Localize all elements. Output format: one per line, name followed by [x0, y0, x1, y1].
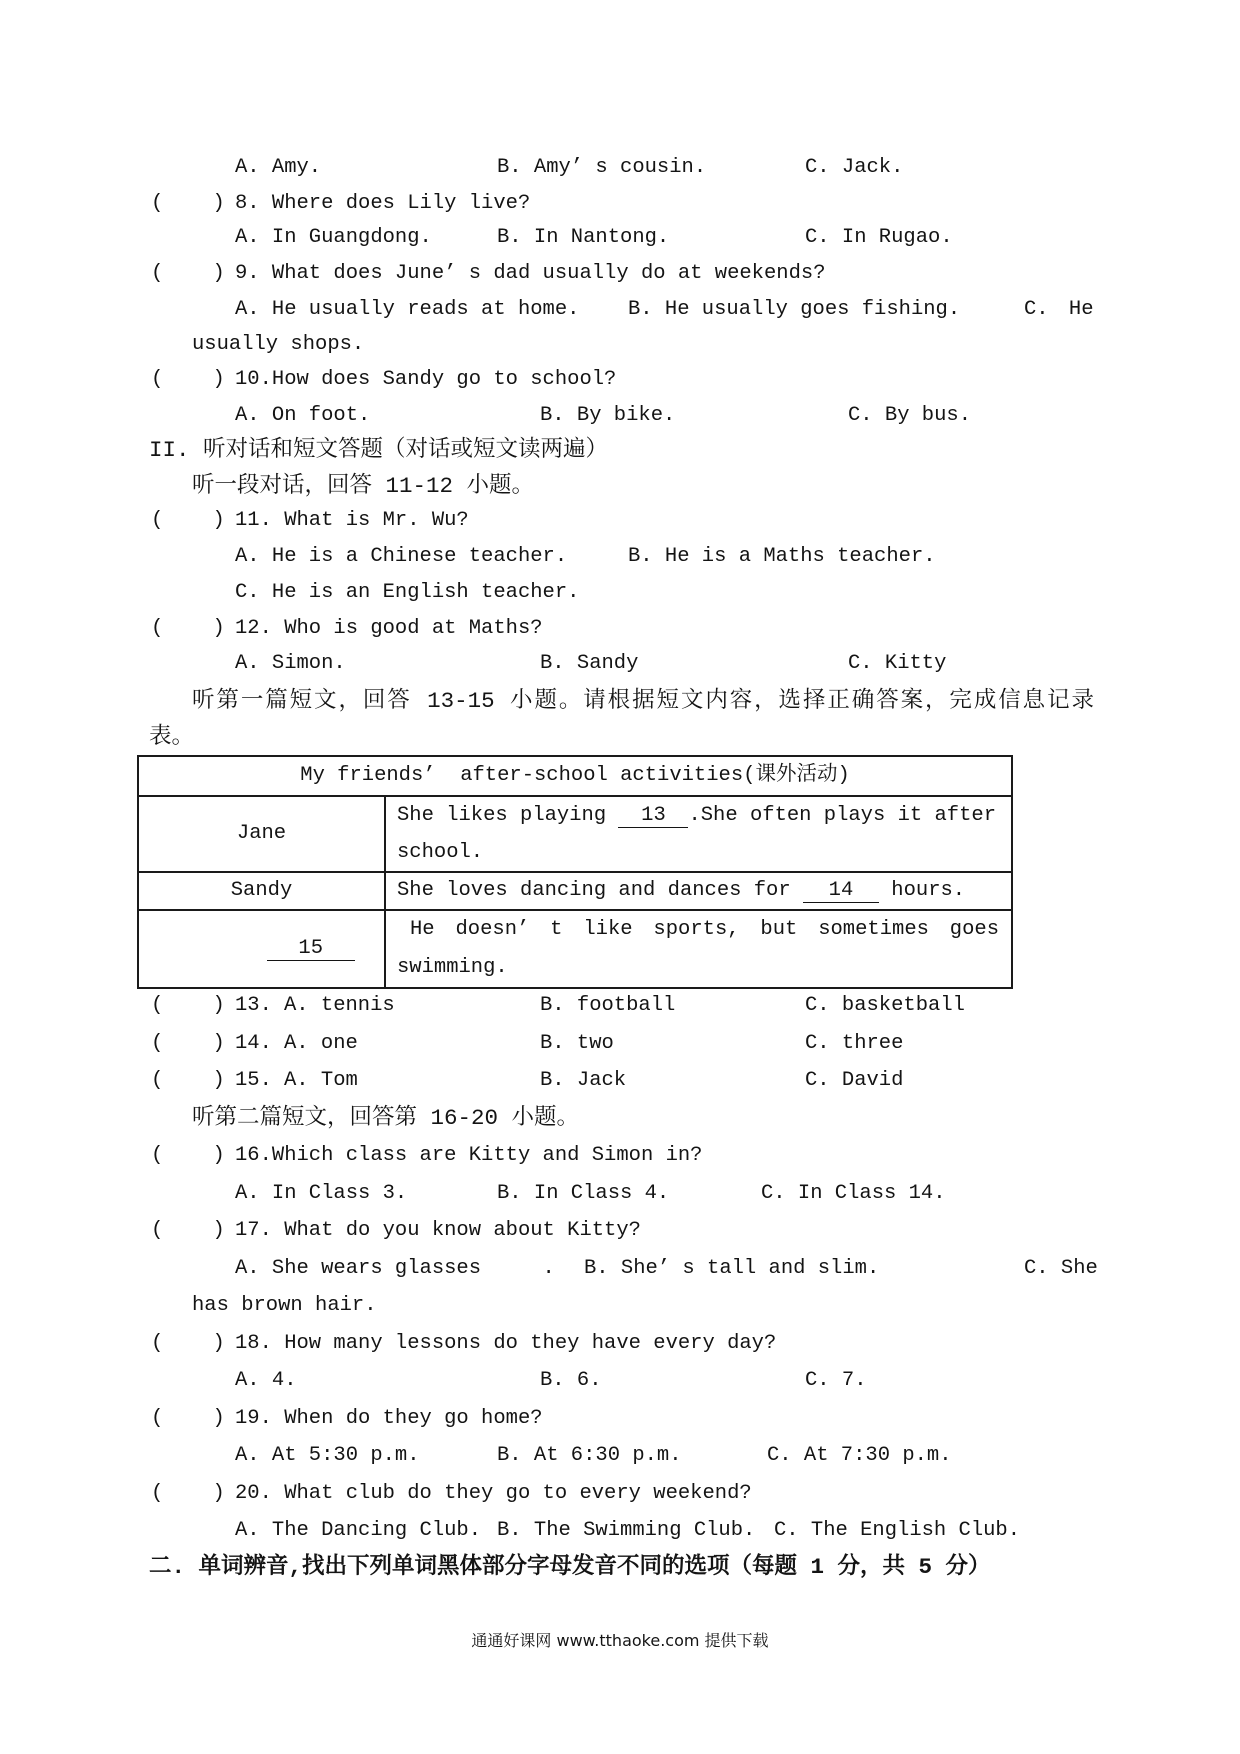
q8-option-c: C. In Rugao.: [805, 226, 953, 249]
q19-options-row: [0, 1444, 1240, 1468]
q16-option-c: C. In Class 14.: [761, 1182, 946, 1205]
q12-options-row: [0, 652, 1240, 676]
q11-stem: 11. What is Mr. Wu?: [235, 509, 469, 532]
page-footer: 通通好课网 www.tthaoke.com 提供下载: [471, 1631, 769, 1650]
answer-blank-14: 14: [803, 880, 879, 903]
q7-option-a: A. Amy.: [235, 156, 322, 179]
q12-option-b: B. Sandy: [540, 652, 639, 675]
answer-bracket: ( ): [151, 1032, 225, 1055]
passage1-instruction-line2: 表。: [149, 724, 195, 750]
answer-bracket: ( ): [151, 994, 225, 1017]
activity-cell-jane: [385, 796, 1012, 872]
q18-option-a: A. 4.: [235, 1369, 297, 1392]
activity-line: [397, 797, 999, 834]
q12-stem: 12. Who is good at Maths?: [235, 617, 543, 640]
q7-option-c: C. Jack.: [805, 156, 904, 179]
answer-bracket: ( ): [151, 617, 225, 640]
answer-bracket: ( ): [151, 1407, 225, 1430]
q12-option-c: C. Kitty: [848, 652, 947, 675]
table-row: [138, 910, 1012, 988]
q11-options-row-2: [0, 581, 1240, 605]
q15-option-b: B. Jack: [540, 1069, 627, 1092]
q10-option-c: C. By bus.: [848, 404, 972, 427]
q18-stem: 18. How many lessons do they have every day?: [235, 1332, 777, 1355]
q10-option-b: B. By bike.: [540, 404, 676, 427]
q18-stem-row: [0, 1332, 1240, 1356]
activity-text: She loves dancing and dances for: [397, 879, 791, 902]
table-row: [138, 796, 1012, 872]
q19-stem: 19. When do they go home?: [235, 1407, 543, 1430]
q19-stem-row: [0, 1407, 1240, 1431]
answer-bracket: ( ): [151, 192, 225, 215]
q8-stem-row: [0, 192, 1240, 216]
passage2-instruction: 听第二篇短文，回答第 16-20 小题。: [192, 1105, 580, 1131]
q13-option-c: C. basketball: [805, 994, 965, 1017]
answer-blank-15: 15: [267, 938, 355, 961]
q9-stem: 9. What does June’ s dad usually do at weekends?: [235, 262, 826, 285]
q15-row: [0, 1069, 1240, 1093]
activities-table: [137, 755, 1013, 989]
activity-line: He doesn’ t like sports, but sometimes goes: [410, 918, 1000, 941]
q17-option-c: C. She: [1024, 1257, 1098, 1280]
activity-text: hours.: [891, 879, 966, 902]
dialogue-instruction: 听一段对话，回答 11-12 小题。: [192, 473, 535, 499]
q14-option-a: A. one: [284, 1032, 358, 1055]
q18-option-c: C. 7.: [805, 1369, 867, 1392]
q14-option-b: B. two: [540, 1032, 614, 1055]
q14-row: [0, 1032, 1240, 1056]
answer-bracket: ( ): [151, 1144, 225, 1167]
q16-options-row: [0, 1182, 1240, 1206]
q9-options-row: [0, 298, 1240, 322]
q19-option-c: C. At 7:30 p.m.: [767, 1444, 952, 1467]
q9-option-b: B. He usually goes fishing.: [628, 298, 961, 321]
q13-option-b: B. football: [540, 994, 676, 1017]
passage1-instruction-line1: 听第一篇短文，回答 13-15 小题。请根据短文内容，选择正确答案，完成信息记录: [192, 688, 1094, 714]
q11-options-row: [0, 545, 1240, 569]
table-title: My friends’ after-school activities(课外活动): [138, 756, 1012, 796]
q18-option-b: B. 6.: [540, 1369, 602, 1392]
friend-name-sandy: Sandy: [138, 872, 385, 910]
q9-option-continuation-row: [0, 333, 1240, 357]
q14-number: 14.: [235, 1032, 272, 1055]
q15-number: 15.: [235, 1069, 272, 1092]
part2-title: II. 听对话和短文答题（对话或短文读两遍）: [149, 437, 609, 463]
q16-option-b: B. In Class 4.: [497, 1182, 670, 1205]
answer-bracket: ( ): [151, 509, 225, 532]
answer-bracket: ( ): [151, 368, 225, 391]
q9-stem-row: [0, 262, 1240, 286]
q11-option-b: B. He is a Maths teacher.: [628, 545, 936, 568]
q13-row: [0, 994, 1240, 1018]
q10-stem-row: [0, 368, 1240, 392]
q13-number: 13.: [235, 994, 272, 1017]
passage1-instruction-row-2: [0, 725, 1240, 749]
q20-stem-row: [0, 1482, 1240, 1506]
q20-options-row: [0, 1519, 1240, 1543]
activity-line: swimming.: [397, 956, 508, 979]
answer-bracket: ( ): [151, 1219, 225, 1242]
q15-option-a: A. Tom: [284, 1069, 358, 1092]
pronunciation-section-title: 二. 单词辨音,找出下列单词黑体部分字母发音不同的选项（每题 1 分，共 5 分）: [149, 1554, 991, 1580]
friend-name-jane: Jane: [138, 796, 385, 872]
q8-stem: 8. Where does Lily live?: [235, 192, 531, 215]
table-header-row: [138, 756, 1012, 796]
q17-option-c-continuation: has brown hair.: [192, 1294, 377, 1317]
table-row: [138, 872, 1012, 910]
q11-stem-row: [0, 509, 1240, 533]
passage2-instruction-row: [0, 1106, 1240, 1130]
q16-option-a: A. In Class 3.: [235, 1182, 408, 1205]
q19-option-a: A. At 5:30 p.m.: [235, 1444, 420, 1467]
q7-option-b: B. Amy’ s cousin.: [497, 156, 707, 179]
q18-options-row: [0, 1369, 1240, 1393]
answer-bracket: ( ): [151, 1482, 225, 1505]
q20-option-b: B. The Swimming Club.: [497, 1519, 756, 1542]
q17-stem-row: [0, 1219, 1240, 1243]
q15-option-c: C. David: [805, 1069, 904, 1092]
q11-option-a: A. He is a Chinese teacher.: [235, 545, 568, 568]
activity-line: [397, 879, 999, 903]
q10-options-row: [0, 404, 1240, 428]
activity-text: She likes playing: [397, 804, 607, 827]
q8-options-row: [0, 226, 1240, 250]
q8-option-b: B. In Nantong.: [497, 226, 670, 249]
passage1-instruction-row: [0, 689, 1240, 713]
q12-stem-row: [0, 617, 1240, 641]
q11-option-c: C. He is an English teacher.: [235, 581, 580, 604]
answer-bracket: ( ): [151, 1332, 225, 1355]
activity-line: school.: [397, 841, 484, 864]
q20-option-c: C. The English Club.: [774, 1519, 1021, 1542]
q10-option-a: A. On foot.: [235, 404, 371, 427]
q17-option-b: B. She’ s tall and slim.: [584, 1257, 880, 1280]
activity-text: .She often plays it after: [688, 804, 997, 827]
q17-option-a: A. She wears glasses .: [235, 1257, 555, 1280]
q16-stem-row: [0, 1144, 1240, 1168]
activity-cell-sandy: [385, 872, 1012, 910]
q17-stem: 17. What do you know about Kitty?: [235, 1219, 641, 1242]
friend-name-blank-cell: [138, 910, 385, 988]
activity-cell-blank-friend: [385, 910, 1012, 988]
q20-option-a: A. The Dancing Club.: [235, 1519, 482, 1542]
q14-option-c: C. three: [805, 1032, 904, 1055]
q19-option-b: B. At 6:30 p.m.: [497, 1444, 682, 1467]
q8-option-a: A. In Guangdong.: [235, 226, 432, 249]
q9-option-c: C. He: [1024, 298, 1094, 321]
q17-option-continuation-row: [0, 1294, 1240, 1318]
pronunciation-section-row: [0, 1555, 1240, 1579]
q16-stem: 16.Which class are Kitty and Simon in?: [235, 1144, 703, 1167]
q12-option-a: A. Simon.: [235, 652, 346, 675]
q9-option-c-continuation: usually shops.: [192, 333, 365, 356]
q20-stem: 20. What club do they go to every weekend?: [235, 1482, 752, 1505]
q13-option-a: A. tennis: [284, 994, 395, 1017]
answer-bracket: ( ): [151, 262, 225, 285]
dialogue-instruction-row: [0, 474, 1240, 498]
q7-options-row: [0, 156, 1240, 180]
q17-options-row: [0, 1257, 1240, 1281]
q9-option-a: A. He usually reads at home.: [235, 298, 580, 321]
part2-title-row: [0, 438, 1240, 462]
answer-bracket: ( ): [151, 1069, 225, 1092]
q10-stem: 10.How does Sandy go to school?: [235, 368, 617, 391]
answer-blank-13: 13: [618, 805, 688, 828]
